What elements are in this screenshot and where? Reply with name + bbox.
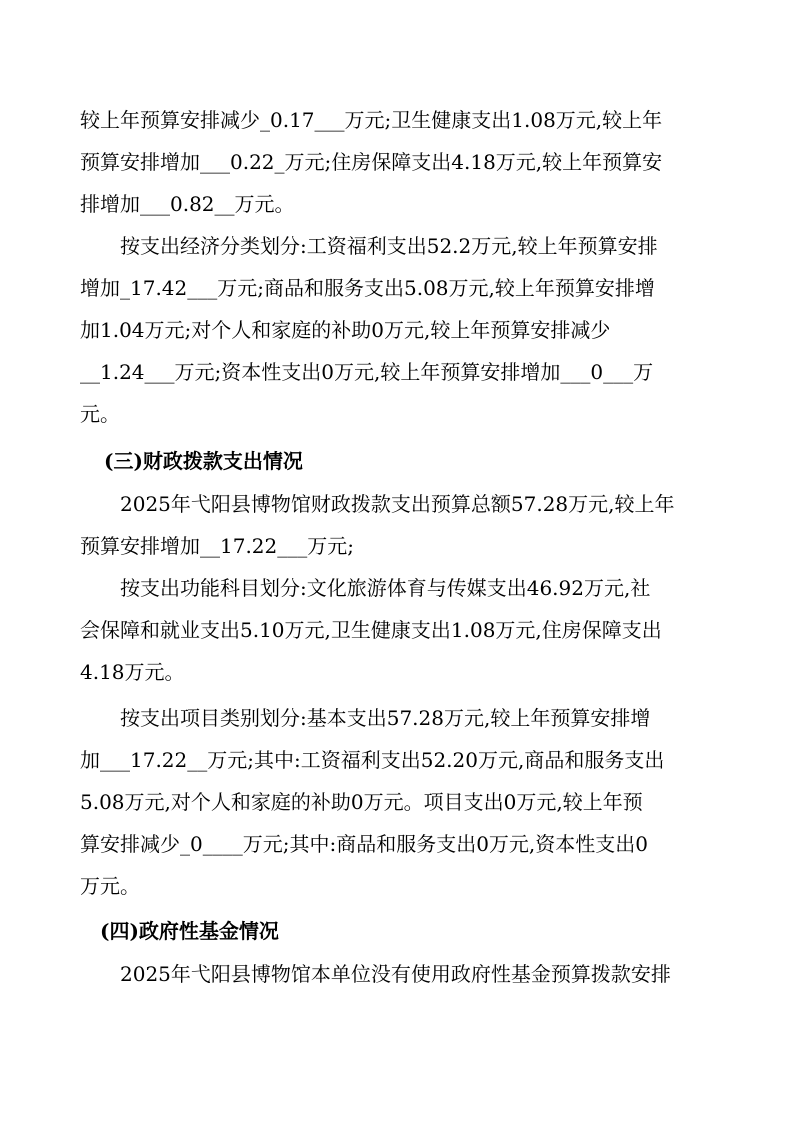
paragraph-line: 2025年弋阳县博物馆本单位没有使用政府性基金预算拨款安排 <box>120 962 671 986</box>
paragraph-line: __1.24___万元;资本性支出0万元,较上年预算安排增加___0___万 <box>80 360 654 384</box>
paragraph-line: 预算安排增加__17.22___万元; <box>80 534 354 558</box>
paragraph-line: 增加_17.42___万元;商品和服务支出5.08万元,较上年预算安排增 <box>80 276 655 300</box>
section-heading: (四)政府性基金情况 <box>100 919 279 943</box>
paragraph-line: 会保障和就业支出5.10万元,卫生健康支出1.08万元,住房保障支出 <box>80 618 662 642</box>
paragraph-line: 元。 <box>80 402 120 426</box>
paragraph-line: 加___17.22__万元;其中:工资福利支出52.20万元,商品和服务支出 <box>80 748 665 772</box>
paragraph-line: 预算安排增加___0.22_万元;住房保障支出4.18万元,较上年预算安 <box>80 150 663 174</box>
paragraph-line: 按支出项目类别划分:基本支出57.28万元,较上年预算安排增 <box>120 706 651 730</box>
paragraph-line: 4.18万元。 <box>80 660 185 684</box>
paragraph-line: 按支出经济分类划分:工资福利支出52.2万元,较上年预算安排 <box>120 234 658 258</box>
section-heading: (三)财政拨款支出情况 <box>104 449 303 473</box>
paragraph-line: 较上年预算安排减少_0.17___万元;卫生健康支出1.08万元,较上年 <box>80 108 663 132</box>
paragraph-line: 算安排减少_0____万元;其中:商品和服务支出0万元,资本性支出0 <box>80 832 649 856</box>
paragraph-line: 排增加___0.82__万元。 <box>80 192 295 216</box>
paragraph-line: 按支出功能科目划分:文化旅游体育与传媒支出46.92万元,社 <box>120 576 651 600</box>
paragraph-line: 万元。 <box>80 874 140 898</box>
paragraph-line: 加1.04万元;对个人和家庭的补助0万元,较上年预算安排减少 <box>80 318 611 342</box>
paragraph-line: 2025年弋阳县博物馆财政拨款支出预算总额57.28万元,较上年 <box>120 492 675 516</box>
paragraph-line: 5.08万元,对个人和家庭的补助0万元。项目支出0万元,较上年预 <box>80 790 643 814</box>
